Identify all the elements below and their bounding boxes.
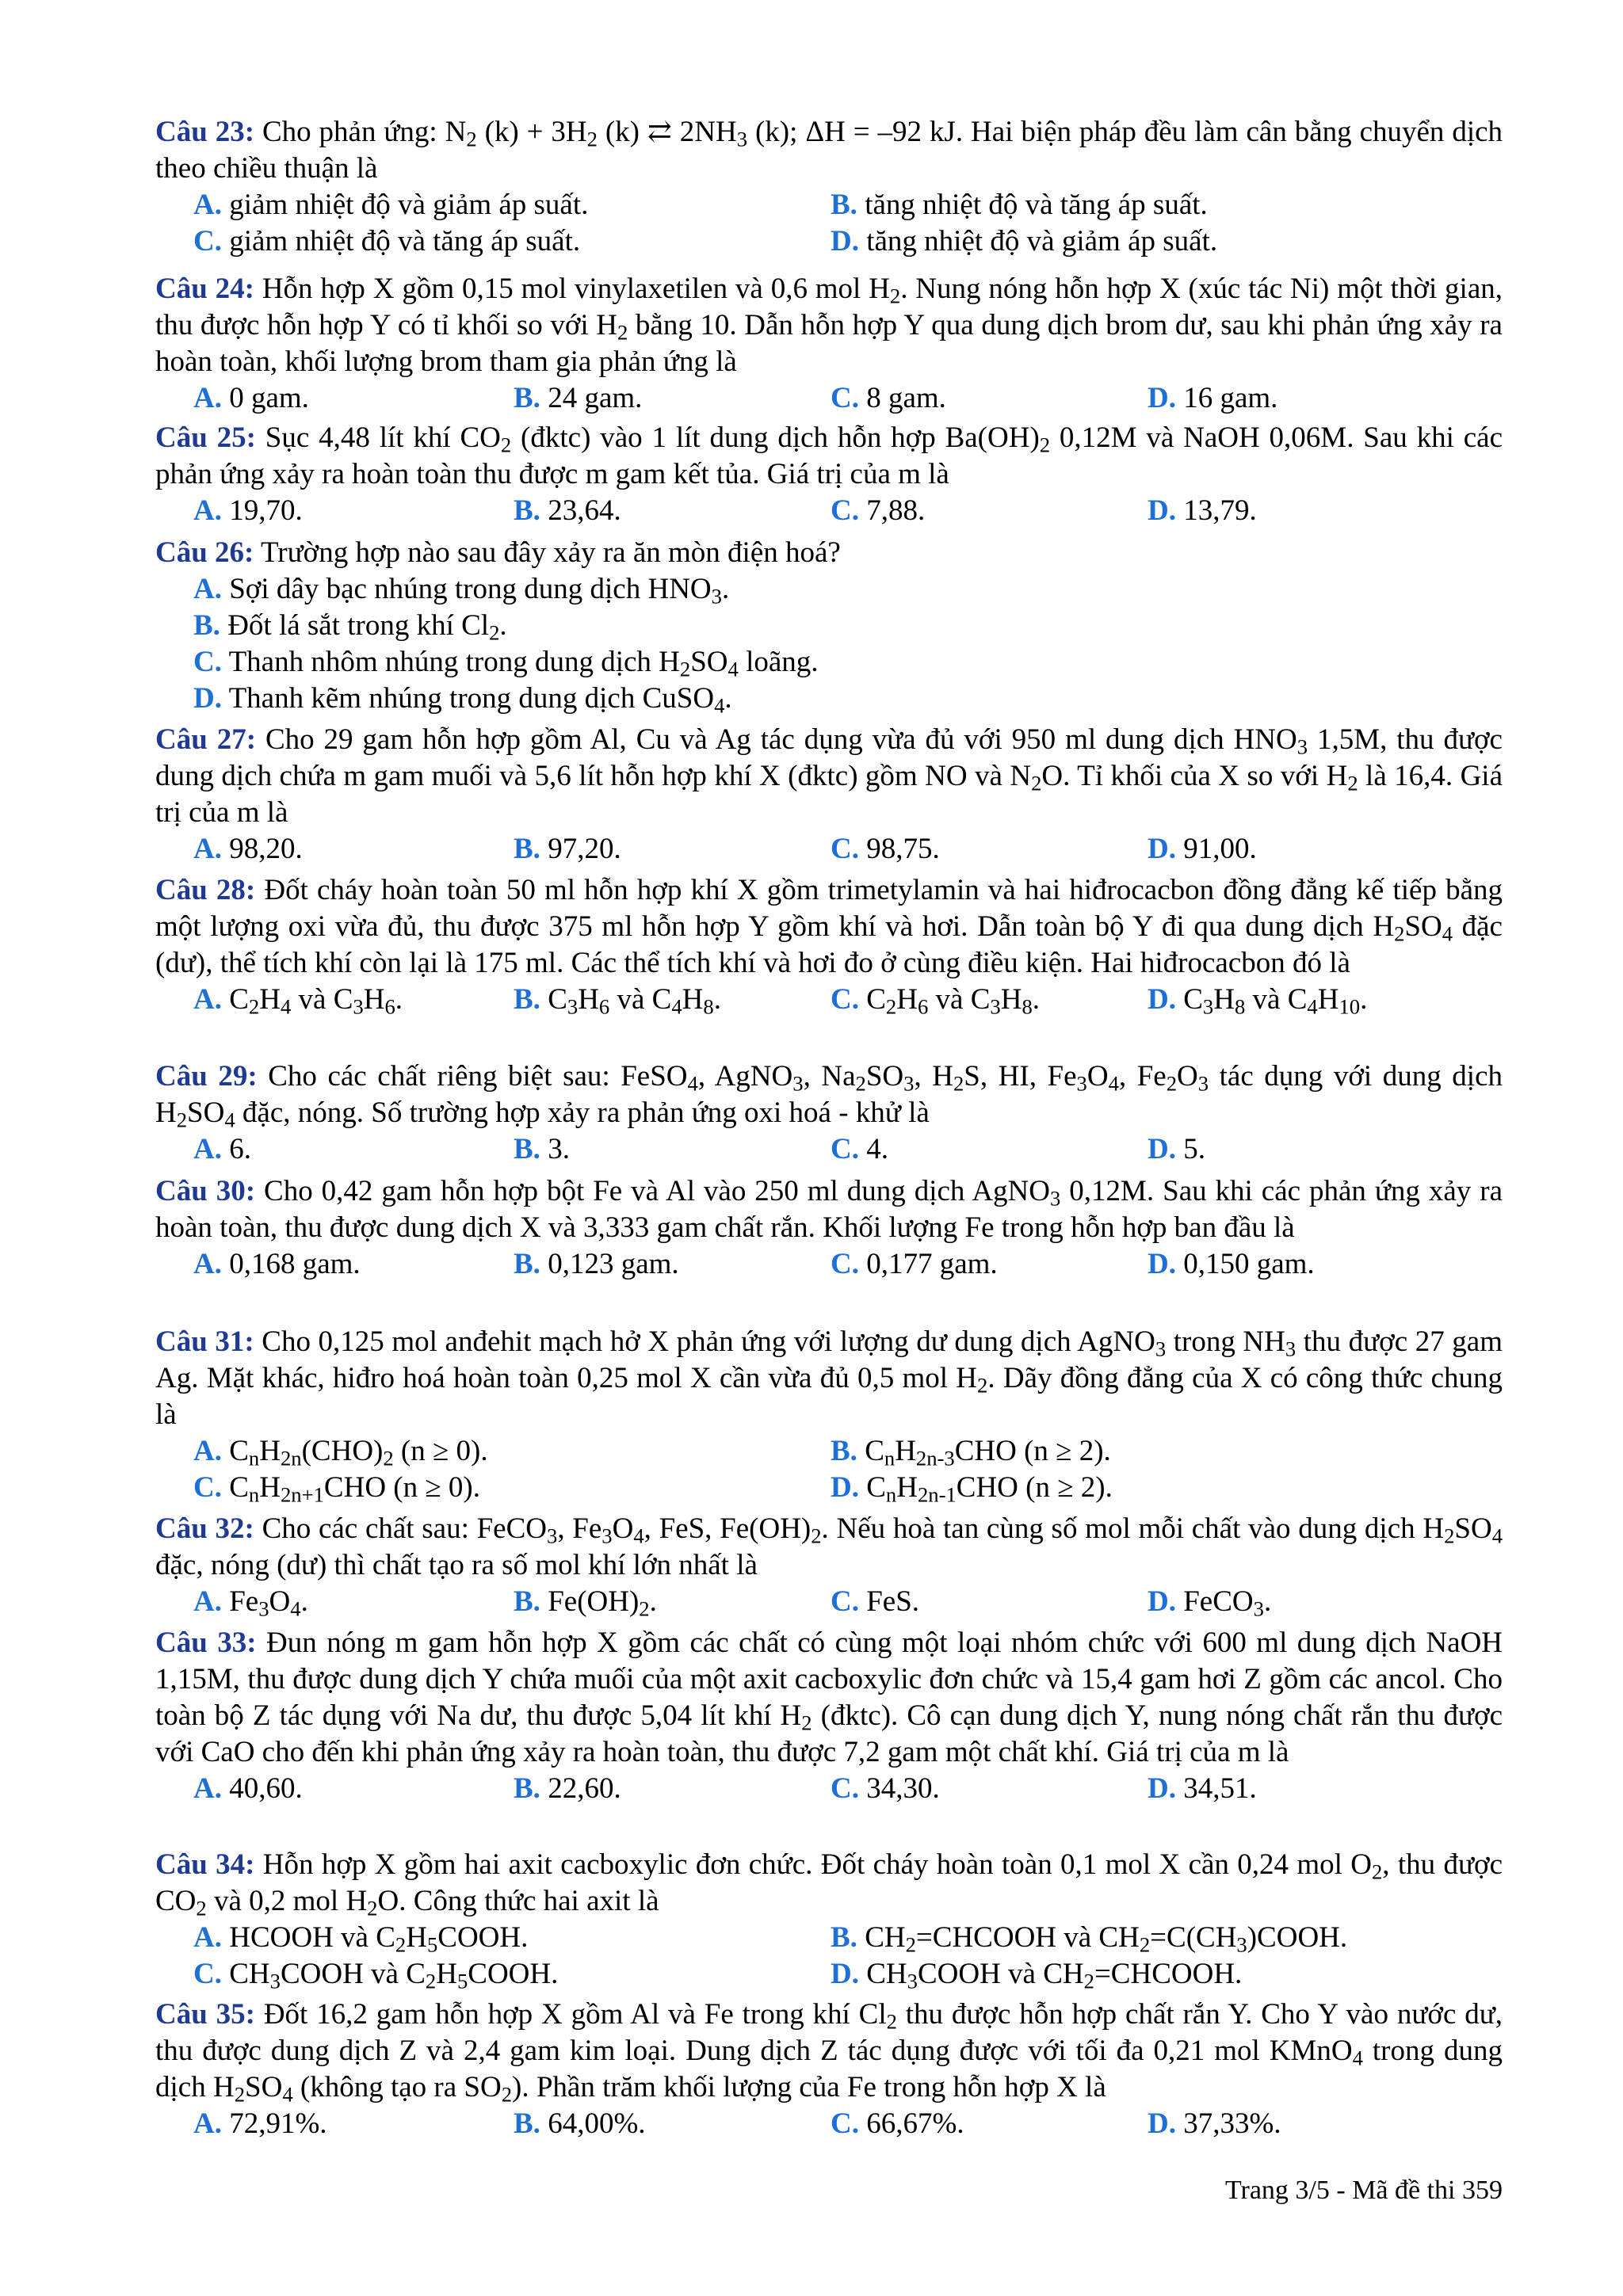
options-row bbox=[155, 1433, 1503, 1470]
question-number: Câu 25: bbox=[155, 421, 256, 454]
option-d[interactable]: D. Thanh kẽm nhúng trong dung dịch CuSO$_4$. bbox=[193, 682, 732, 718]
page-footer: Trang 3/5 - Mã đề thi 359 bbox=[1224, 2176, 1503, 2205]
option-c[interactable]: C. 8 gam. bbox=[831, 382, 946, 414]
options-row bbox=[155, 571, 1503, 608]
question-31 bbox=[155, 1324, 1503, 1506]
options-row bbox=[155, 1470, 1503, 1506]
option-c[interactable]: C. 4. bbox=[831, 1133, 888, 1165]
option-b[interactable]: B. $C_nH_{2n-3}CHO$ (n ≥ 2). bbox=[831, 1435, 1111, 1470]
option-d[interactable]: D. $CH_3COOH$ và $CH_2=CHCOOH$. bbox=[831, 1958, 1243, 1993]
option-d[interactable]: D. 91,00. bbox=[1148, 833, 1257, 865]
option-c[interactable]: C. Thanh nhôm nhúng trong dung dịch $H_2SO_4$ loãng. bbox=[193, 646, 819, 681]
question-27 bbox=[155, 722, 1503, 868]
option-b[interactable]: B. 23,64. bbox=[514, 494, 621, 527]
option-a[interactable]: A. 6. bbox=[193, 1133, 251, 1165]
options-row bbox=[155, 644, 1503, 681]
option-a[interactable]: A. 19,70. bbox=[193, 494, 303, 527]
option-c[interactable]: C. $C_nH_{2n+1}CHO$ (n ≥ 0). bbox=[193, 1471, 480, 1507]
question-32 bbox=[155, 1511, 1503, 1620]
question-text: Trường hợp nào sau đây xảy ra ăn mòn điện hoá? bbox=[260, 536, 841, 569]
question-text: Đốt cháy hoàn toàn 50 ml hỗn hợp khí X gồm trimetylamin và hai hiđrocacbon đồng đẳng kế tiếp bằng một lượng oxi vừa đủ, thu được 375 ml hỗn hợp Y gồm khí và hơi. Dẫn toàn bộ Y đi qua dung dịch $H_2SO_4$ đặc (dư), thể tích khí còn lại là 175 ml. Các thể tích khí và hơi đo ở cùng điều kiện. Hai hiđrocacbon đó là bbox=[155, 874, 1503, 979]
question-number: Câu 35: bbox=[155, 1998, 255, 2031]
option-a[interactable]: A. 40,60. bbox=[193, 1772, 303, 1805]
question-stem bbox=[155, 872, 1503, 982]
question-number: Câu 32: bbox=[155, 1512, 254, 1545]
option-a[interactable]: A. $Fe_3O_4$. bbox=[193, 1585, 308, 1621]
option-b[interactable]: B. 24 gam. bbox=[514, 382, 643, 414]
question-text: Cho các chất sau: FeCO$_3$, $Fe_3O_4$, FeS, $Fe(OH)_2$. Nếu hoà tan cùng số mol mỗi chất vào dung dịch $H_2SO_4$ đặc, nóng (dư) thì chất tạo ra số mol khí lớn nhất là bbox=[155, 1512, 1503, 1581]
option-b[interactable]: B. 97,20. bbox=[514, 833, 621, 865]
option-c[interactable]: C. 66,67%. bbox=[831, 2107, 964, 2140]
option-c[interactable]: C. $C_2H_6$ và $C_3H_8$. bbox=[831, 983, 1040, 1019]
question-25 bbox=[155, 420, 1503, 529]
question-34 bbox=[155, 1847, 1503, 1993]
question-text: Đốt 16,2 gam hỗn hợp X gồm Al và Fe trong khí $Cl_2$ thu được hỗn hợp chất rắn Y. Cho Y vào nước dư, thu được dung dịch Z và 2,4 gam kim loại. Dung dịch Z tác dụng được với tối đa 0,21 mol KMnO$_4$ trong dung dịch $H_2SO_4$ (không tạo ra $SO_2$). Phần trăm khối lượng của Fe trong hỗn hợp X là bbox=[155, 1998, 1503, 2107]
question-number: Câu 29: bbox=[155, 1060, 258, 1093]
option-a[interactable]: A. Sợi dây bạc nhúng trong dung dịch $HNO_3$. bbox=[193, 573, 730, 608]
options-row bbox=[155, 1920, 1503, 1956]
question-33 bbox=[155, 1625, 1503, 1807]
question-number: Câu 28: bbox=[155, 874, 256, 906]
question-stem bbox=[155, 1847, 1503, 1920]
question-stem bbox=[155, 1058, 1503, 1131]
question-text: Hỗn hợp X gồm 0,15 mol vinylaxetilen và 0,6 mol $H_2$. Nung nóng hỗn hợp X (xúc tác Ni) một thời gian, thu được hỗn hợp Y có tỉ khối so với $H_2$ bằng 10. Dẫn hỗn hợp Y qua dung dịch brom dư, sau khi phản ứng xảy ra hoàn toàn, khối lượng brom tham gia phản ứng là bbox=[155, 273, 1503, 378]
option-d[interactable]: D. 37,33%. bbox=[1148, 2107, 1281, 2140]
options-row bbox=[155, 380, 1503, 417]
option-b[interactable]: B. $CH_2=CHCOOH$ và $CH_2=C(CH_3)COOH$. bbox=[831, 1921, 1348, 1957]
option-c[interactable]: C. $CH_3COOH$ và $C_2H_5COOH$. bbox=[193, 1958, 559, 1993]
options-row bbox=[155, 681, 1503, 717]
question-number: Câu 30: bbox=[155, 1175, 256, 1207]
option-a[interactable]: A. 72,91%. bbox=[193, 2107, 327, 2140]
question-text: Cho 29 gam hỗn hợp gồm Al, Cu và Ag tác dụng vừa đủ với 950 ml dung dịch $HNO_3$ 1,5M, thu được dung dịch chứa m gam muối và 5,6 lít hỗn hợp khí X (đktc) gồm NO và $N_2O$. Tỉ khối của X so với $H_2$ là 16,4. Giá trị của m là bbox=[155, 723, 1503, 829]
option-d[interactable]: D. 5. bbox=[1148, 1133, 1205, 1165]
options-row bbox=[155, 982, 1503, 1018]
question-stem bbox=[155, 535, 1503, 571]
option-b[interactable]: B. 3. bbox=[514, 1133, 570, 1165]
question-number: Câu 26: bbox=[155, 536, 254, 569]
option-d[interactable]: D. tăng nhiệt độ và giảm áp suất. bbox=[831, 225, 1218, 257]
option-d[interactable]: D. $C_3H_8$ và $C_4H_{10}$. bbox=[1148, 983, 1368, 1019]
question-number: Câu 31: bbox=[155, 1325, 254, 1358]
options-row bbox=[155, 1956, 1503, 1993]
option-c[interactable]: C. 7,88. bbox=[831, 494, 926, 527]
question-number: Câu 33: bbox=[155, 1627, 257, 1659]
question-number: Câu 24: bbox=[155, 273, 254, 305]
options-row bbox=[155, 608, 1503, 644]
option-d[interactable]: D. 13,79. bbox=[1148, 494, 1257, 527]
option-c[interactable]: C. 0,177 gam. bbox=[831, 1248, 998, 1280]
question-28 bbox=[155, 872, 1503, 1018]
question-stem bbox=[155, 1173, 1503, 1246]
question-30 bbox=[155, 1173, 1503, 1283]
question-23 bbox=[155, 114, 1503, 260]
option-a[interactable]: A. giảm nhiệt độ và giảm áp suất. bbox=[193, 189, 589, 221]
question-24 bbox=[155, 271, 1503, 417]
option-c[interactable]: C. FeS. bbox=[831, 1585, 920, 1618]
option-d[interactable]: D. $C_nH_{2n-1}CHO$ (n ≥ 2). bbox=[831, 1471, 1113, 1507]
option-b[interactable]: B. $Fe(OH)_2$. bbox=[514, 1585, 657, 1621]
option-b[interactable]: B. tăng nhiệt độ và tăng áp suất. bbox=[831, 189, 1208, 221]
options-row bbox=[155, 831, 1503, 868]
question-29 bbox=[155, 1058, 1503, 1168]
question-stem bbox=[155, 420, 1503, 493]
options-row bbox=[155, 1131, 1503, 1168]
question-text: Cho 0,125 mol anđehit mạch hở X phản ứng với lượng dư dung dịch AgNO$_3$ trong $NH_3$ thu được 27 gam Ag. Mặt khác, hiđro hoá hoàn toàn 0,25 mol X cần vừa đủ 0,5 mol $H_2$. Dãy đồng đẳng của X có công thức chung là bbox=[155, 1325, 1503, 1431]
question-stem bbox=[155, 1997, 1503, 2106]
options-row bbox=[155, 223, 1503, 260]
options-row bbox=[155, 1246, 1503, 1283]
option-b[interactable]: B. 64,00%. bbox=[514, 2107, 646, 2140]
option-c[interactable]: C. 34,30. bbox=[831, 1772, 940, 1805]
options-row bbox=[155, 2106, 1503, 2142]
option-c[interactable]: C. 98,75. bbox=[831, 833, 940, 865]
question-stem bbox=[155, 1324, 1503, 1433]
question-text: Cho 0,42 gam hỗn hợp bột Fe và Al vào 250 ml dung dịch AgNO$_3$ 0,12M. Sau khi các phản ứng xảy ra hoàn toàn, thu được dung dịch X và 3,333 gam chất rắn. Khối lượng Fe trong hỗn hợp ban đầu là bbox=[155, 1175, 1503, 1244]
options-row bbox=[155, 1771, 1503, 1807]
option-b[interactable]: B. $C_3H_6$ và $C_4H_8$. bbox=[514, 983, 721, 1019]
question-stem bbox=[155, 1511, 1503, 1584]
options-row bbox=[155, 1584, 1503, 1620]
option-d[interactable]: D. FeCO$_3$. bbox=[1148, 1585, 1272, 1621]
question-text: Đun nóng m gam hỗn hợp X gồm các chất có cùng một loại nhóm chức với 600 ml dung dịch NaOH 1,15M, thu được dung dịch Y chứa muối của một axit cacboxylic đơn chức và 15,4 gam hơi Z gồm các ancol. Cho toàn bộ Z tác dụng với Na dư, thu được 5,04 lít khí $H_2$ (đktc). Cô cạn dung dịch Y, nung nóng chất rắn thu được với CaO cho đến khi phản ứng xảy ra hoàn toàn, thu được 7,2 gam một chất khí. Giá trị của m là bbox=[155, 1627, 1503, 1768]
question-text: Cho phản ứng: $N_2$ $(k) + 3H_2$ (k) ⇄ $2NH_3$ (k); ΔH = –92 kJ. Hai biện pháp đều làm cân bằng chuyển dịch theo chiều thuận là bbox=[155, 116, 1503, 185]
question-26 bbox=[155, 535, 1503, 717]
question-stem bbox=[155, 114, 1503, 187]
question-number: Câu 23: bbox=[155, 116, 255, 148]
option-a[interactable]: A. HCOOH và $C_2H_5COOH$. bbox=[193, 1921, 529, 1957]
option-d[interactable]: D. 0,150 gam. bbox=[1148, 1248, 1315, 1280]
option-b[interactable]: B. 0,123 gam. bbox=[514, 1248, 679, 1280]
question-text: Cho các chất riêng biệt sau: FeSO$_4$, AgNO$_3$, $Na_2SO_3$, $H_2S$, HI, $Fe_3O_4$, $Fe_2O_3$ tác dụng với dung dịch $H_2SO_4$ đặc, nóng. Số trường hợp xảy ra phản ứng oxi hoá - khử là bbox=[155, 1060, 1503, 1132]
question-35 bbox=[155, 1997, 1503, 2142]
question-number: Câu 27: bbox=[155, 723, 257, 756]
question-text: Sục 4,48 lít khí $CO_2$ (đktc) vào 1 lít dung dịch hỗn hợp $Ba(OH)_2$ 0,12M và NaOH 0,06M. Sau khi các phản ứng xảy ra hoàn toàn thu được m gam kết tủa. Giá trị của m là bbox=[155, 421, 1503, 490]
option-a[interactable]: A. 98,20. bbox=[193, 833, 303, 865]
question-text: Hỗn hợp X gồm hai axit cacboxylic đơn chức. Đốt cháy hoàn toàn 0,1 mol X cần 0,24 mol $O_2$, thu được $CO_2$ và 0,2 mol $H_2O$. Công thức hai axit là bbox=[155, 1848, 1503, 1920]
option-a[interactable]: A. $C_nH_{2n}(CHO)_2$ (n ≥ 0). bbox=[193, 1435, 488, 1470]
question-stem bbox=[155, 1625, 1503, 1771]
option-a[interactable]: A. 0 gam. bbox=[193, 382, 309, 414]
options-row bbox=[155, 187, 1503, 223]
question-stem bbox=[155, 271, 1503, 380]
option-d[interactable]: D. 16 gam. bbox=[1148, 382, 1278, 414]
question-number: Câu 34: bbox=[155, 1848, 255, 1881]
option-a[interactable]: A. $C_2H_4$ và $C_3H_6$. bbox=[193, 983, 403, 1019]
option-c[interactable]: C. giảm nhiệt độ và tăng áp suất. bbox=[193, 225, 581, 257]
option-b[interactable]: B. 22,60. bbox=[514, 1772, 621, 1805]
question-stem bbox=[155, 722, 1503, 831]
option-b[interactable]: B. Đốt lá sắt trong khí $Cl_2$. bbox=[193, 609, 507, 645]
option-a[interactable]: A. 0,168 gam. bbox=[193, 1248, 361, 1280]
options-row bbox=[155, 493, 1503, 529]
option-d[interactable]: D. 34,51. bbox=[1148, 1772, 1257, 1805]
